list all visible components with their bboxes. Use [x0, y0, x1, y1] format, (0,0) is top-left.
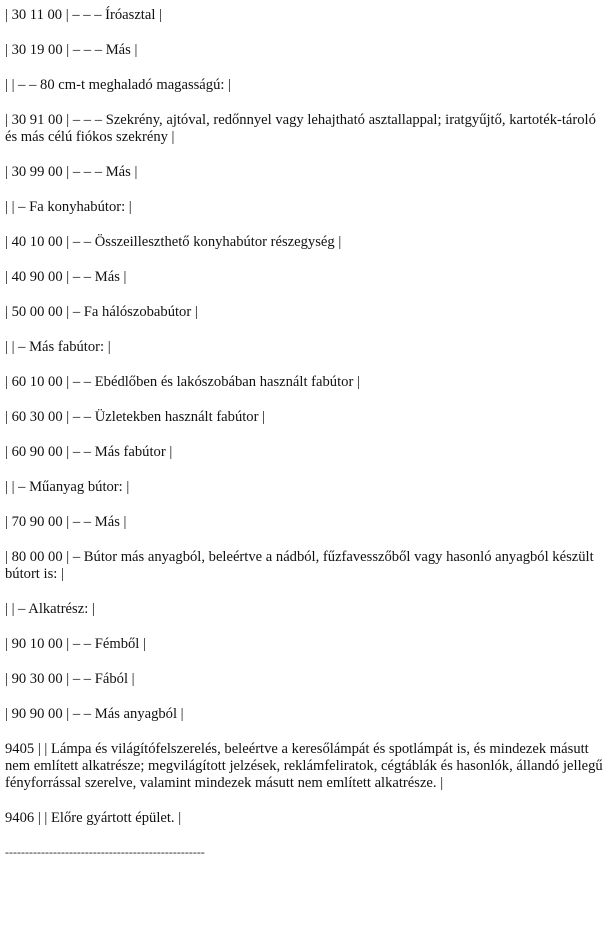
tariff-line: | 50 00 00 | – Fa hálószobabútor |	[5, 304, 198, 320]
tariff-line: 9406 | | Előre gyártott épület. |	[5, 810, 182, 826]
tariff-line: | 90 30 00 | – – Fából |	[5, 671, 135, 687]
tariff-line: | 90 10 00 | – – Fémből |	[5, 636, 146, 652]
tariff-line: | | – Fa konyhabútor: |	[5, 199, 132, 215]
tariff-line: 9405 | | Lámpa és világítófelszerelés, beleértve a keresőlámpát és spotlámpát is, és mindezek másutt nem említett alkatrésze; megvilágított jelzések, reklámfeliratok, cégtáblák és hasonlók, állandó jellegű fényforrással szerelve, valamint mindezek másutt nem említett alkatrésze. |	[5, 741, 603, 791]
footnote-separator: --------------------------------------------------	[5, 845, 205, 859]
tariff-line: | 30 19 00 | – – – Más |	[5, 42, 138, 58]
tariff-line: | 30 11 00 | – – – Íróasztal |	[5, 7, 162, 23]
tariff-line: | 80 00 00 | – Bútor más anyagból, beleértve a nádból, fűzfavesszőből vagy hasonló anyagból készült bútort is: |	[5, 549, 594, 582]
tariff-line: | 60 30 00 | – – Üzletekben használt fabútor |	[5, 409, 266, 425]
document-body	[5, 7, 603, 860]
tariff-line: | 70 90 00 | – – Más |	[5, 514, 127, 530]
tariff-line: | | – – 80 cm-t meghaladó magasságú: |	[5, 77, 231, 93]
tariff-line: | | – Alkatrész: |	[5, 601, 95, 617]
tariff-line: | 60 10 00 | – – Ebédlőben és lakószobában használt fabútor |	[5, 374, 360, 390]
tariff-line: | | – Más fabútor: |	[5, 339, 111, 355]
tariff-line: | | – Műanyag bútor: |	[5, 479, 130, 495]
tariff-line: | 30 91 00 | – – – Szekrény, ajtóval, redőnnyel vagy lehajtható asztallappal; iratgyűjtő, kartoték-tároló és más célú fiókos szekrény |	[5, 112, 596, 145]
tariff-line: | 30 99 00 | – – – Más |	[5, 164, 138, 180]
tariff-line: | 40 10 00 | – – Összeilleszthető konyhabútor részegység |	[5, 234, 342, 250]
tariff-line: | 40 90 00 | – – Más |	[5, 269, 127, 285]
tariff-line: | 60 90 00 | – – Más fabútor |	[5, 444, 173, 460]
tariff-line: | 90 90 00 | – – Más anyagból |	[5, 706, 184, 722]
